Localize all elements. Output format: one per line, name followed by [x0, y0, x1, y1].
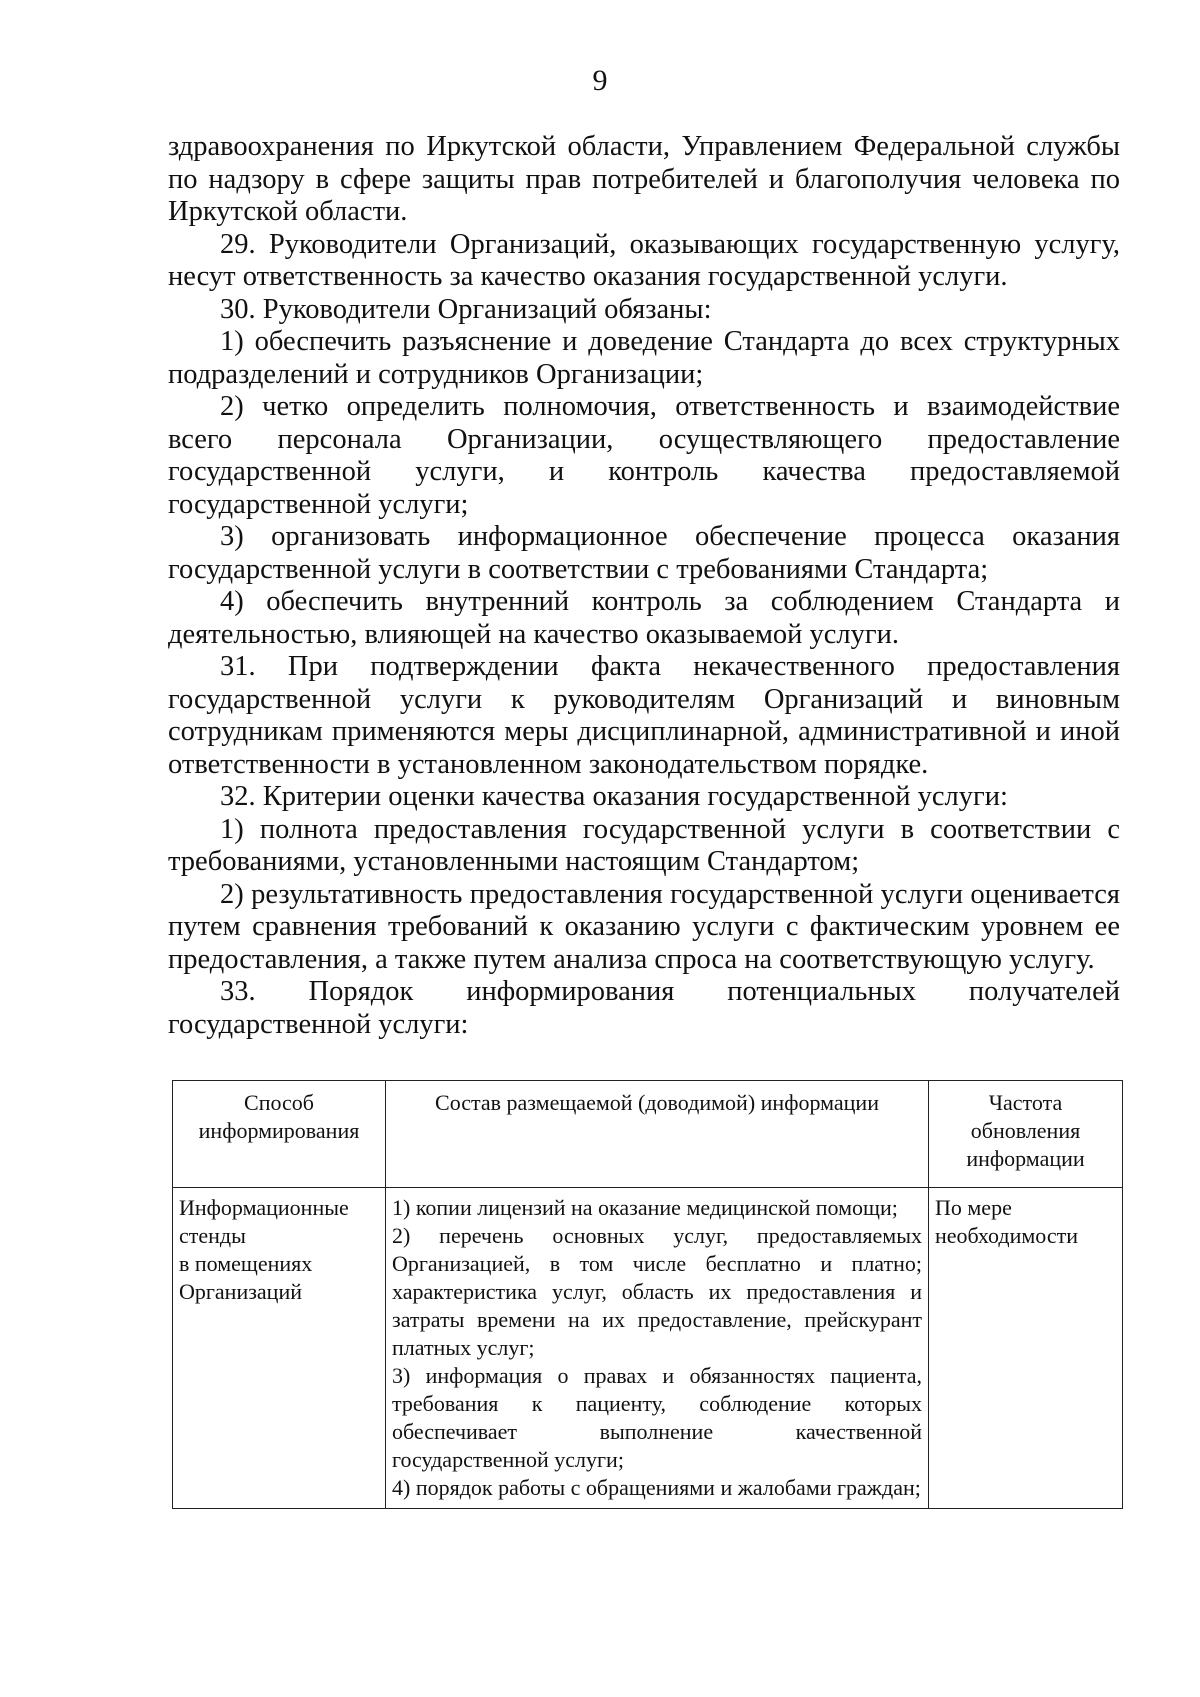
paragraph-33: 33. Порядок информирования потенциальных получателей государственной услуги:: [168, 976, 1120, 1040]
information-table: [172, 1080, 1123, 1509]
paragraph-29: 29. Руководители Организаций, оказывающих государственную услугу, несут ответственность за качество оказания государственной услуги.: [168, 228, 1120, 292]
cell-frequency: По мере необходимости: [929, 1188, 1123, 1509]
paragraph-30: 30. Руководители Организаций обязаны:: [220, 293, 712, 325]
paragraph-30-item-3: 3) организовать информационное обеспечение процесса оказания государственной услуги в соответствии с требованиями Стандарта;: [168, 521, 1120, 585]
table-header-row: [173, 1081, 1123, 1188]
paragraph-30-item-2: 2) четко определить полномочия, ответственность и взаимодействие всего персонала Организации, осуществляющего предоставление государственной услуги, и контроль качества предоставляемой государственной услуги;: [168, 391, 1120, 520]
paragraph-31: 31. При подтверждении факта некачественного предоставления государственной услуги к руководителям Организаций и виновным сотрудникам применяются меры дисциплинарной, административной и иной ответственности в установленном законодательством порядке.: [168, 651, 1120, 780]
header-content: Состав размещаемой (доводимой) информации: [386, 1081, 929, 1188]
method-line: Информационные: [179, 1195, 349, 1220]
method-line: Организаций: [179, 1279, 302, 1304]
cell-method: [173, 1188, 386, 1509]
cell-content: [386, 1188, 929, 1509]
content-item: 2) перечень основных услуг, предоставляемых Организацией, в том числе бесплатно и платно; характеристика услуг, область их предоставления и затраты времени на их предоставление, прейскурант платных услуг;: [392, 1223, 922, 1360]
paragraph-32-item-2: 2) результативность предоставления государственной услуги оценивается путем сравнения требований к оказанию услуги с фактическим уровнем ее предоставления, а также путем анализа спроса на соответствующую услугу.: [168, 878, 1120, 975]
paragraph-30-item-1: 1) обеспечить разъяснение и доведение Стандарта до всех структурных подразделений и сотрудников Организации;: [168, 326, 1120, 390]
content-item: 1) копии лицензий на оказание медицинской помощи;: [392, 1195, 898, 1220]
body-text: [168, 131, 1120, 1041]
header-method: Способ информирования: [173, 1081, 386, 1188]
method-line: стенды: [179, 1223, 246, 1248]
paragraph: здравоохранения по Иркутской области, Управлением Федеральной службы по надзору в сфере защиты прав потребителей и благополучия человека по Иркутской области.: [168, 131, 1120, 227]
paragraph-30-item-4: 4) обеспечить внутренний контроль за соблюдением Стандарта и деятельностью, влияющей на качество оказываемой услуги.: [168, 586, 1120, 650]
header-frequency: Частота обновления информации: [929, 1081, 1123, 1188]
paragraph-32-item-1: 1) полнота предоставления государственной услуги в соответствии с требованиями, установленными настоящим Стандартом;: [168, 813, 1120, 877]
page-number: 9: [592, 64, 608, 97]
content-item: 3) информация о правах и обязанностях пациента, требования к пациенту, соблюдение которых обеспечивает выполнение качественной государственной услуги;: [392, 1363, 922, 1472]
content-item: 4) порядок работы с обращениями и жалобами граждан;: [392, 1475, 921, 1500]
paragraph-32: 32. Критерии оценки качества оказания государственной услуги:: [220, 781, 1008, 812]
method-line: в помещениях: [179, 1251, 313, 1276]
table-row: [173, 1188, 1123, 1509]
